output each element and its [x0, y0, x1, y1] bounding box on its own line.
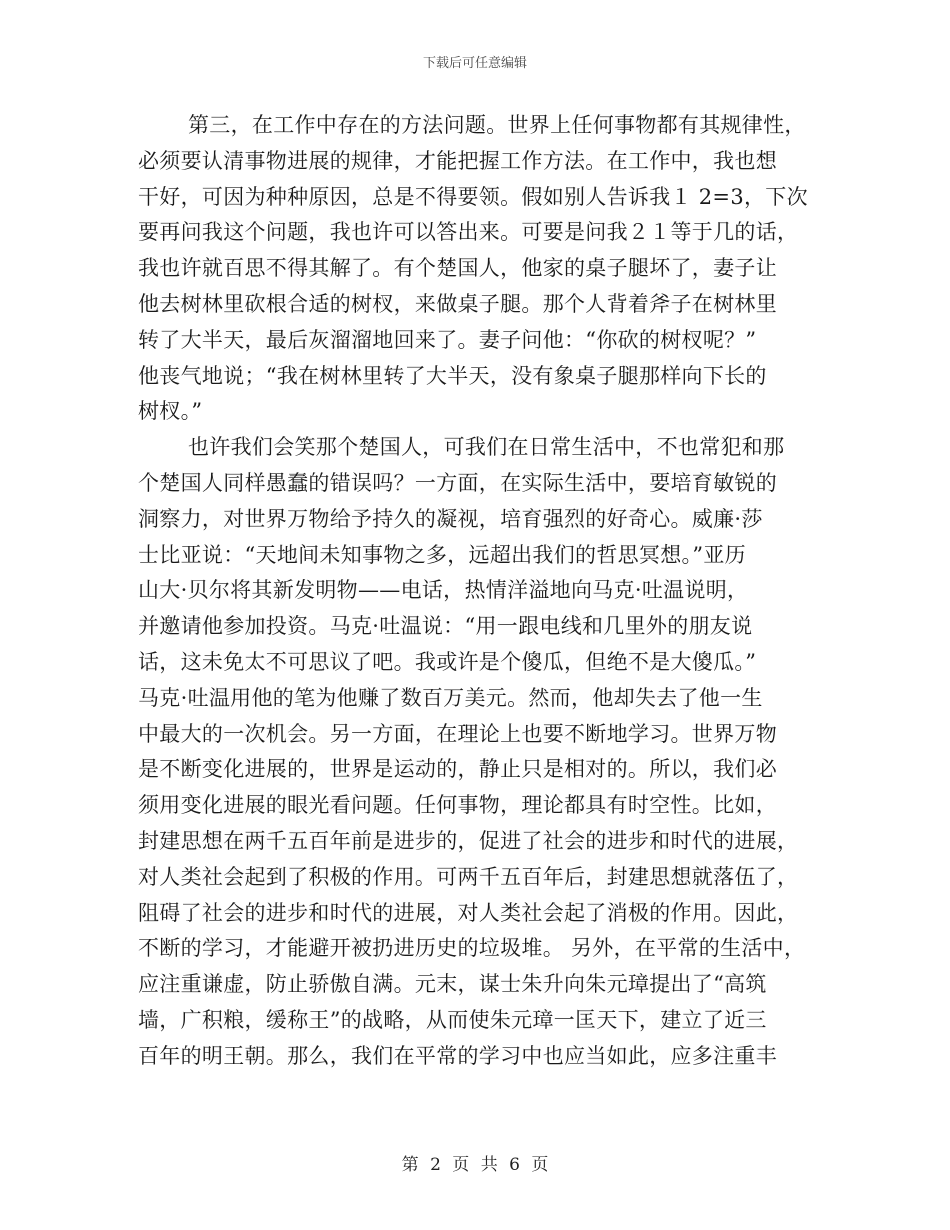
text-line: 不断的学习，才能避开被扔进历史的垃圾堆。 另外，在平常的生活中，	[138, 936, 806, 961]
text-line: 干好，可因为种种原因，总是不得要领。假如别人告诉我１ 2=3，下次	[138, 184, 808, 209]
text-line: 并邀请他参加投资。马克·吐温说：“用一跟电线和几里外的朋友说	[138, 614, 753, 639]
text-line: 百年的明王朝。那么，我们在平常的学习中也应当如此，应多注重丰	[138, 1043, 777, 1068]
text-line: 要再问我这个问题，我也许可以答出来。可要是问我２１等于几的话，	[138, 220, 799, 245]
text-line: 个楚国人同样愚蠢的错误吗？一方面，在实际生活中，要培育敏锐的	[138, 470, 777, 495]
text-line: 第三，在工作中存在的方法问题。世界上任何事物都有其规律性，	[188, 113, 806, 137]
text-line: 也许我们会笑那个楚国人，可我们在日常生活中，不也常犯和那	[188, 435, 785, 460]
text-line: 对人类社会起到了积极的作用。可两千五百年后，封建思想就落伍了，	[138, 864, 799, 889]
text-line: 我也许就百思不得其解了。有个楚国人，他家的桌子腿坏了，妻子让	[138, 256, 777, 281]
text-line: 阻碍了社会的进步和时代的进展，对人类社会起了消极的作用。因此，	[138, 900, 799, 925]
page-number-footer: 第 2 页 共 6 页	[401, 1155, 549, 1175]
text-line: 话，这未免太不可思议了吧。我或许是个傻瓜，但绝不是大傻瓜。”	[138, 649, 757, 674]
text-line: 洞察力，对世界万物给予持久的凝视，培育强烈的好奇心。威廉·莎	[138, 506, 763, 531]
text-line: 树杈。”	[138, 399, 203, 424]
text-line: 他去树林里砍根合适的树杈，来做桌子腿。那个人背着斧子在树林里	[138, 291, 777, 316]
page-header: 下载后可任意编辑	[422, 56, 527, 71]
text-line: 马克·吐温用他的笔为他赚了数百万美元。然而，他却失去了他一生	[138, 685, 763, 710]
text-line: 是不断变化进展的，世界是运动的，静止只是相对的。所以，我们必	[138, 757, 777, 782]
text-line: 应注重谦虚，防止骄傲自满。元末，谋士朱升向朱元璋提出了“高筑	[138, 972, 767, 997]
text-line: 必须要认清事物进展的规律，才能把握工作方法。在工作中，我也想	[138, 148, 777, 173]
text-line: 封建思想在两千五百年前是进步的，促进了社会的进步和时代的进展，	[138, 828, 799, 853]
document-body	[138, 108, 818, 1075]
text-line: 转了大半天，最后灰溜溜地回来了。妻子问他：“你砍的树杈呢？”	[138, 327, 757, 352]
text-line: 他丧气地说；“我在树林里转了大半天，没有象桌子腿那样向下长的	[138, 363, 767, 388]
text-line: 中最大的一次机会。另一方面，在理论上也要不断地学习。世界万物	[138, 721, 777, 746]
text-line: 士比亚说：“天地间未知事物之多，远超出我们的哲思冥想。”亚历	[138, 542, 746, 567]
text-line: 墙，广积粮，缓称王”的战略，从而使朱元璋一匡天下，建立了近三	[138, 1007, 767, 1032]
text-line: 须用变化进展的眼光看问题。任何事物，理论都具有时空性。比如，	[138, 793, 777, 818]
text-line: 山大·贝尔将其新发明物——电话，热情洋溢地向马克·吐温说明，	[138, 578, 749, 603]
